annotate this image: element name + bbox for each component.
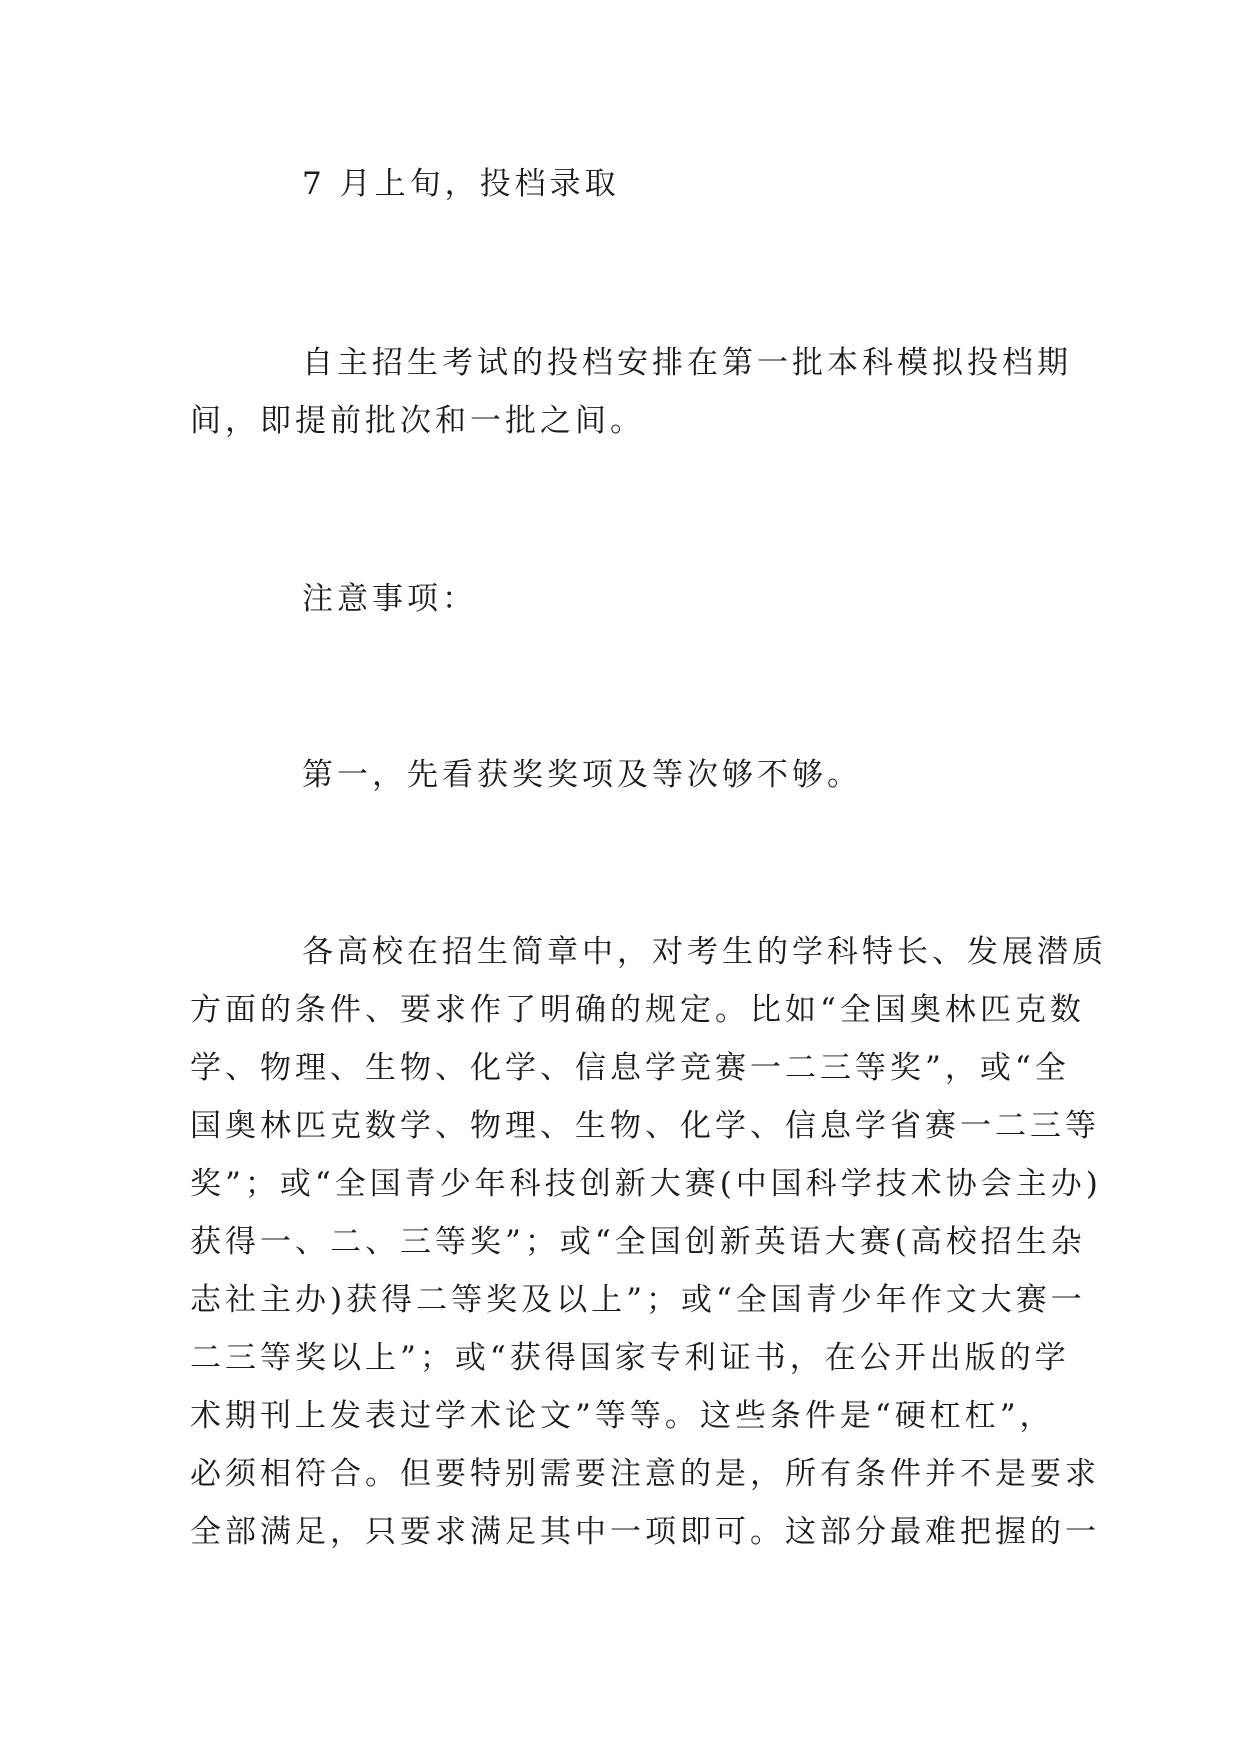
paragraph-2-line-6: 获得一、二、三等奖”；或“全国创新英语大赛(高校招生杂 [190,1224,1086,1260]
paragraph-1-line-2: 间，即提前批次和一批之间。 [190,403,645,439]
paragraph-2-line-1: 各高校在招生简章中，对考生的学科特长、发展潜质 [302,934,1107,970]
paragraph-2-line-11: 全部满足，只要求满足其中一项即可。这部分最难把握的一 [190,1514,1100,1550]
paragraph-1-line-1: 自主招生考试的投档安排在第一批本科模拟投档期 [302,345,1072,381]
paragraph-2-line-5: 奖”；或“全国青少年科技创新大赛(中国科学技术协会主办) [190,1166,1102,1202]
paragraph-2-line-2: 方面的条件、要求作了明确的规定。比如“全国奥林匹克数 [190,992,1085,1028]
notice-title: 注意事项： [302,581,477,617]
paragraph-2-line-3: 学、物理、生物、化学、信息学竞赛一二三等奖”，或“全 [190,1050,1070,1086]
paragraph-2-line-8: 二三等奖以上”；或“获得国家专利证书，在公开出版的学 [190,1340,1070,1376]
point-1-title: 第一，先看获奖奖项及等次够不够。 [302,757,862,793]
paragraph-2-line-9: 术期刊上发表过学术论文”等等。这些条件是“硬杠杠”， [190,1398,1055,1434]
paragraph-2-line-7: 志社主办)获得二等奖及以上”；或“全国青少年作文大赛一 [190,1282,1086,1318]
paragraph-2-line-10: 必须相符合。但要特别需要注意的是，所有条件并不是要求 [190,1456,1100,1492]
paragraph-2-line-4: 国奥林匹克数学、物理、生物、化学、信息学省赛一二三等 [190,1108,1100,1144]
heading-line: 7 月上旬，投档录取 [302,166,620,202]
